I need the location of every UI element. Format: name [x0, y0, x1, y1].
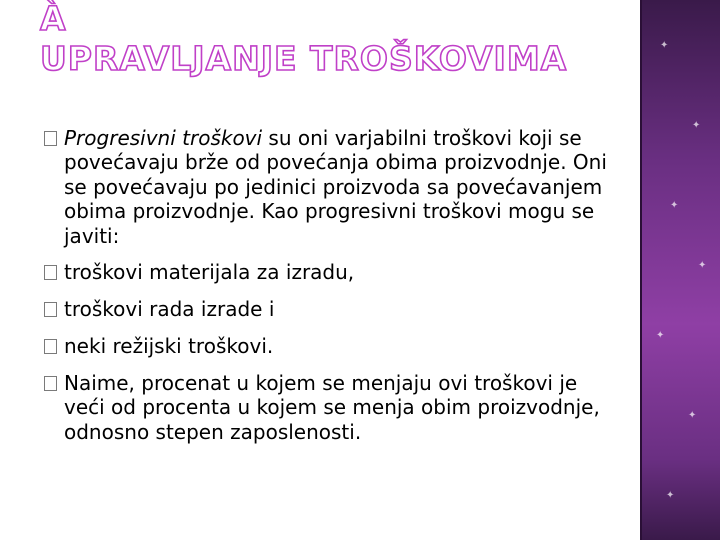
bullet-text: su oni varjabilni troškovi koji se povećavaju brže od povećanja obima proizvodnje. Oni se povećavaju po jedinici proizvoda sa povećavanjem obima proizvodnje. Kao progresivni troškovi mogu se javiti: [64, 126, 607, 248]
sparkle-icon: ✦ [692, 120, 701, 131]
bullet-box-icon [44, 131, 57, 146]
bullet-item-4 [44, 334, 614, 358]
bullet-item-2 [44, 260, 614, 284]
bullet-box-icon [44, 376, 57, 391]
slide-title [40, 0, 600, 78]
title-accent-letter: À [40, 0, 67, 38]
bullet-box-icon [44, 265, 57, 280]
bullet-item-3 [44, 297, 614, 321]
bullet-text: troškovi rada izrade i [64, 297, 275, 322]
title-text: UPRAVLJANJE TROŠKOVIMA [40, 39, 568, 78]
bullet-italic-term: Progresivni troškovi [64, 126, 263, 150]
sparkle-icon: ✦ [660, 40, 669, 51]
slide-content [44, 126, 614, 444]
sparkle-icon: ✦ [698, 260, 707, 271]
bullet-box-icon [44, 302, 57, 317]
bullet-text: Naime, procenat u kojem se menjaju ovi troškovi je veći od procenta u kojem se menja obim proizvodnje, odnosno stepen zaposlenosti. [64, 370, 600, 444]
sparkle-icon: ✦ [688, 410, 697, 421]
decorative-side-panel [640, 0, 720, 540]
bullet-item-5 [44, 371, 614, 444]
bullet-item-1 [44, 126, 614, 248]
bullet-box-icon [44, 339, 57, 354]
sparkle-icon: ✦ [666, 490, 675, 501]
sparkle-icon: ✦ [656, 330, 665, 341]
bullet-text: troškovi materijala za izradu, [64, 260, 355, 285]
bullet-text: neki režijski troškovi. [64, 334, 274, 359]
panel-edge [640, 0, 642, 540]
sparkle-icon: ✦ [670, 200, 679, 211]
